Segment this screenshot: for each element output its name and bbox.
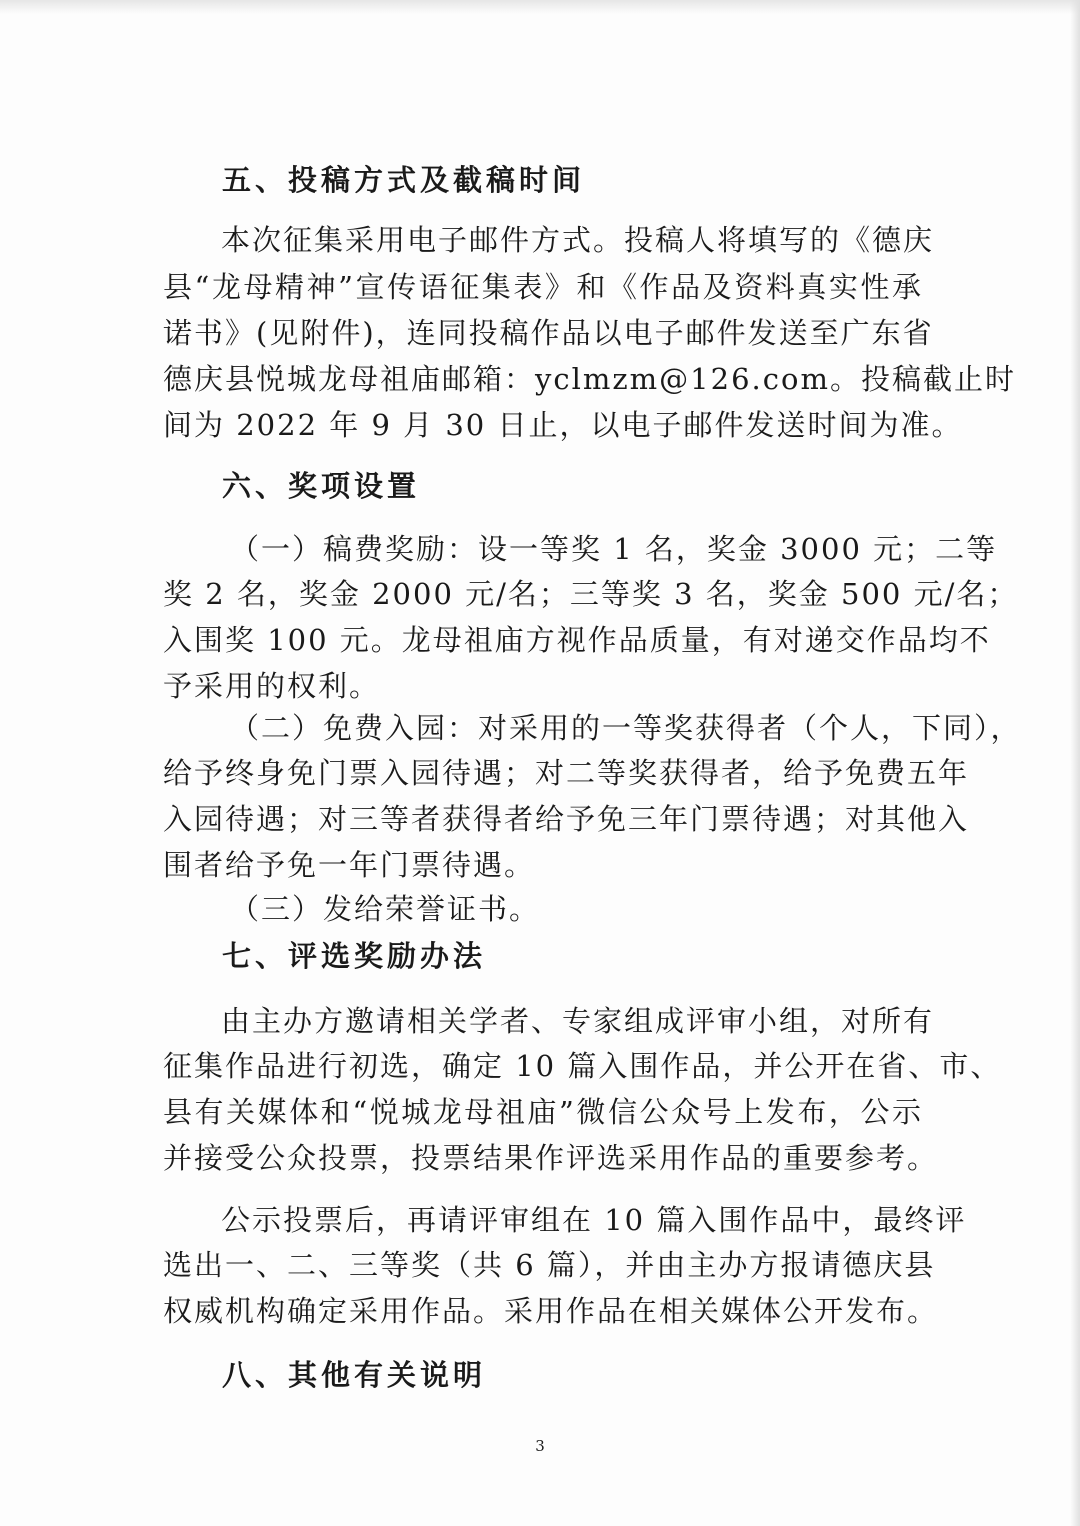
paragraph-line: 征集作品进行初选，确定 10 篇入围作品，并公开在省、市、: [163, 1049, 1002, 1083]
paragraph-line: 公示投票后，再请评审组在 10 篇入围作品中，最终评: [221, 1203, 967, 1237]
paragraph-line: 入围奖 100 元。龙母祖庙方视作品质量，有对递交作品均不: [163, 623, 991, 657]
paragraph-line: （一）稿费奖励：设一等奖 1 名，奖金 3000 元；二等: [230, 532, 998, 566]
paragraph-line: 予采用的权利。: [163, 669, 381, 703]
paragraph-line: 由主办方邀请相关学者、专家组成评审小组，对所有: [221, 1004, 935, 1038]
paragraph-line: 诺书》(见附件)，连同投稿作品以电子邮件发送至广东省: [163, 316, 934, 350]
page-number: 3: [535, 1437, 545, 1455]
paragraph-line: 并接受公众投票，投票结果作评选采用作品的重要参考。: [163, 1141, 939, 1175]
paragraph-line: 入园待遇；对三等者获得者给予免三年门票待遇；对其他入: [163, 802, 970, 836]
paragraph-line: 给予终身免门票入园待遇；对二等奖获得者，给予免费五年: [163, 756, 970, 790]
paragraph-line: 奖 2 名，奖金 2000 元/名；三等奖 3 名，奖金 500 元/名；: [163, 577, 1019, 611]
section-heading-7: 七、评选奖励办法: [222, 939, 487, 973]
section-heading-8: 八、其他有关说明: [222, 1358, 487, 1392]
paragraph-line: 围者给予免一年门票待遇。: [163, 848, 536, 882]
paragraph-line: 县“龙母精神”宣传语征集表》和《作品及资料真实性承: [163, 270, 923, 304]
paragraph-line: （二）免费入园：对采用的一等奖获得者（个人，下同），: [230, 711, 1022, 745]
scan-edge-right: [1070, 0, 1080, 1526]
paragraph-line: 间为 2022 年 9 月 30 日止，以电子邮件发送时间为准。: [163, 408, 963, 442]
paragraph-line: 权威机构确定采用作品。采用作品在相关媒体公开发布。: [163, 1294, 939, 1328]
paragraph-line: 本次征集采用电子邮件方式。投稿人将填写的《德庆: [221, 223, 935, 257]
paragraph-line: 选出一、二、三等奖（共 6 篇），并由主办方报请德庆县: [163, 1248, 936, 1282]
paragraph-line: 县有关媒体和“悦城龙母祖庙”微信公众号上发布，公示: [163, 1095, 923, 1129]
section-heading-6: 六、奖项设置: [222, 469, 421, 503]
section-heading-5: 五、投稿方式及截稿时间: [222, 163, 586, 197]
paragraph-line: 德庆县悦城龙母祖庙邮箱：yclmzm@126.com。投稿截止时: [163, 362, 1016, 396]
paragraph-line: （三）发给荣誉证书。: [230, 892, 541, 926]
scan-edge-top: [0, 0, 1080, 14]
